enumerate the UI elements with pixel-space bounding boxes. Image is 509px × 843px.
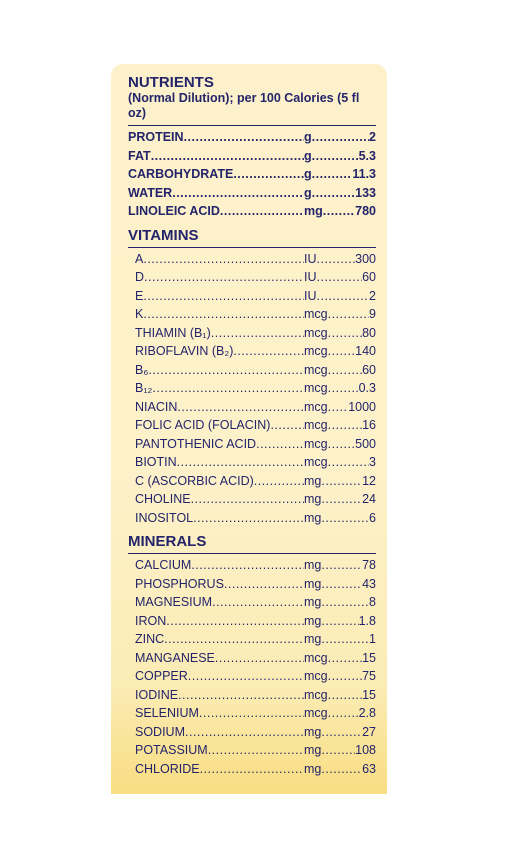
nutrition-facts bbox=[128, 72, 376, 778]
dot-leader bbox=[317, 287, 370, 306]
nutrient-unit: mg bbox=[304, 761, 322, 776]
nutrient-name: ZINC bbox=[135, 632, 165, 646]
nutrient-row bbox=[128, 361, 376, 380]
nutrient-value: 75 bbox=[362, 669, 376, 683]
nutrient-value: 1.8 bbox=[358, 613, 376, 628]
nutrient-unit: mcg bbox=[304, 687, 328, 702]
nutrient-value: 780 bbox=[355, 204, 376, 218]
nutrient-row bbox=[128, 490, 376, 509]
dot-leader bbox=[321, 760, 362, 779]
nutrient-unit: mg bbox=[304, 510, 322, 525]
nutrient-row bbox=[128, 575, 376, 594]
dot-leader bbox=[254, 472, 304, 491]
nutrient-unit: mcg bbox=[304, 344, 328, 358]
dot-leader bbox=[233, 165, 304, 184]
nutrient-row bbox=[128, 147, 376, 166]
dot-leader bbox=[177, 398, 304, 417]
nutrient-row bbox=[128, 398, 376, 417]
dot-leader bbox=[151, 147, 304, 166]
dot-leader bbox=[143, 305, 304, 324]
dot-leader bbox=[199, 704, 304, 723]
nutrient-name: PANTOTHENIC ACID bbox=[135, 436, 257, 451]
nutrient-name: CHOLINE bbox=[135, 492, 191, 506]
nutrient-row bbox=[128, 379, 376, 398]
dot-leader bbox=[152, 379, 304, 398]
nutrient-unit: mcg bbox=[304, 706, 328, 720]
nutrient-value: 27 bbox=[362, 724, 376, 739]
dot-leader bbox=[270, 416, 304, 435]
nutrient-name: C (ASCORBIC ACID) bbox=[135, 473, 254, 488]
dot-leader bbox=[321, 630, 369, 649]
nutrient-unit: mg bbox=[304, 204, 323, 218]
nutrient-name: IODINE bbox=[135, 687, 179, 702]
nutrient-unit: mcg bbox=[304, 381, 328, 395]
dot-leader bbox=[188, 667, 304, 686]
nutrient-value: 140 bbox=[355, 344, 376, 358]
nutrient-row bbox=[128, 453, 376, 472]
nutrient-value: 0.3 bbox=[358, 381, 376, 395]
dot-leader bbox=[211, 324, 304, 343]
nutrient-name: MAGNESIUM bbox=[135, 595, 213, 609]
nutrient-name: SELENIUM bbox=[135, 706, 199, 720]
nutrient-name: BIOTIN bbox=[135, 455, 177, 469]
minerals-list bbox=[128, 556, 376, 778]
dot-leader bbox=[328, 416, 362, 435]
dot-leader bbox=[328, 667, 362, 686]
nutrient-value: 1 bbox=[369, 632, 376, 646]
nutrient-name: CHLORIDE bbox=[135, 761, 200, 776]
dot-leader bbox=[328, 324, 362, 343]
nutrient-value: 11.3 bbox=[352, 167, 376, 181]
dot-leader bbox=[328, 342, 356, 361]
nutrient-value: 63 bbox=[362, 761, 376, 776]
dot-leader bbox=[312, 128, 369, 147]
nutrient-name: NIACIN bbox=[135, 399, 178, 414]
nutrient-value: 1000 bbox=[348, 399, 376, 414]
nutrient-row bbox=[128, 342, 376, 361]
dot-leader bbox=[321, 593, 369, 612]
nutrient-row bbox=[128, 184, 376, 203]
nutrient-value: 108 bbox=[355, 743, 376, 757]
nutrient-row bbox=[128, 686, 376, 705]
dot-leader bbox=[193, 509, 304, 528]
nutrient-name: CARBOHYDRATE bbox=[128, 167, 234, 181]
nutrient-value: 15 bbox=[362, 650, 376, 665]
nutrient-unit: IU bbox=[304, 288, 317, 303]
dot-leader bbox=[256, 435, 304, 454]
nutrients-subtitle: (Normal Dilution); per 100 Calories (5 fl oz) bbox=[128, 91, 360, 120]
dot-leader bbox=[220, 202, 304, 221]
nutrient-unit: mcg bbox=[304, 418, 328, 432]
nutrient-row bbox=[128, 435, 376, 454]
nutrient-unit: mg bbox=[304, 492, 322, 506]
dot-leader bbox=[328, 435, 356, 454]
nutrient-value: 8 bbox=[369, 595, 376, 609]
nutrient-row bbox=[128, 128, 376, 147]
nutrients-list bbox=[128, 128, 376, 221]
dot-leader bbox=[321, 741, 355, 760]
nutrient-unit: mcg bbox=[304, 362, 328, 377]
nutrient-row bbox=[128, 250, 376, 269]
dot-leader bbox=[178, 686, 304, 705]
dot-leader bbox=[208, 741, 304, 760]
nutrient-row bbox=[128, 165, 376, 184]
nutrient-name: B₆ bbox=[135, 362, 149, 377]
nutrient-value: 9 bbox=[369, 307, 376, 321]
nutrient-unit: mg bbox=[304, 595, 322, 609]
dot-leader bbox=[321, 575, 362, 594]
nutrient-row bbox=[128, 741, 376, 760]
nutrient-unit: mg bbox=[304, 724, 322, 739]
nutrient-row bbox=[128, 416, 376, 435]
nutrient-row bbox=[128, 472, 376, 491]
nutrient-name: A bbox=[135, 251, 144, 266]
nutrient-value: 300 bbox=[355, 251, 376, 266]
minerals-title: MINERALS bbox=[128, 533, 207, 550]
nutrient-name: PHOSPHORUS bbox=[135, 576, 224, 591]
dot-leader bbox=[143, 250, 304, 269]
nutrient-value: 2 bbox=[369, 288, 376, 303]
nutrient-name: INOSITOL bbox=[135, 510, 194, 525]
nutrient-row bbox=[128, 704, 376, 723]
nutrient-name: IRON bbox=[135, 613, 167, 628]
nutrient-row bbox=[128, 723, 376, 742]
nutrients-title: NUTRIENTS bbox=[128, 74, 214, 91]
dot-leader bbox=[323, 202, 355, 221]
vitamins-list bbox=[128, 250, 376, 528]
dot-leader bbox=[328, 649, 362, 668]
nutrient-unit: IU bbox=[304, 270, 317, 284]
nutrient-unit: mcg bbox=[304, 399, 328, 414]
nutrient-row bbox=[128, 324, 376, 343]
dot-leader bbox=[172, 184, 304, 203]
nutrient-name: MANGANESE bbox=[135, 650, 215, 665]
nutrient-unit: mcg bbox=[304, 325, 328, 340]
dot-leader bbox=[312, 184, 356, 203]
nutrient-unit: mg bbox=[304, 576, 322, 591]
dot-leader bbox=[212, 593, 304, 612]
nutrient-row bbox=[128, 509, 376, 528]
nutrient-row bbox=[128, 649, 376, 668]
dot-leader bbox=[224, 575, 304, 594]
dot-leader bbox=[321, 472, 362, 491]
dot-leader bbox=[328, 379, 359, 398]
nutrient-row bbox=[128, 305, 376, 324]
nutrient-name: SODIUM bbox=[135, 724, 185, 739]
nutrient-unit: mcg bbox=[304, 307, 328, 321]
dot-leader bbox=[328, 686, 362, 705]
nutrient-value: 60 bbox=[362, 270, 376, 284]
dot-leader bbox=[321, 509, 369, 528]
nutrient-unit: mg bbox=[304, 613, 322, 628]
nutrient-name: E bbox=[135, 288, 144, 303]
nutrient-name: CALCIUM bbox=[135, 558, 192, 572]
dot-leader bbox=[312, 165, 353, 184]
nutrient-value: 5.3 bbox=[358, 148, 376, 163]
nutrient-name: D bbox=[135, 270, 145, 284]
nutrient-row bbox=[128, 287, 376, 306]
dot-leader bbox=[328, 305, 369, 324]
dot-leader bbox=[185, 723, 304, 742]
nutrient-unit: mg bbox=[304, 632, 322, 646]
dot-leader bbox=[144, 268, 304, 287]
nutrient-row bbox=[128, 667, 376, 686]
dot-leader bbox=[321, 490, 362, 509]
dot-leader bbox=[191, 556, 304, 575]
nutrient-unit: mcg bbox=[304, 455, 328, 469]
nutrient-unit: mcg bbox=[304, 436, 328, 451]
nutrient-name: FOLIC ACID (FOLACIN) bbox=[135, 418, 271, 432]
dot-leader bbox=[200, 760, 304, 779]
section-divider bbox=[128, 553, 376, 554]
nutrient-value: 60 bbox=[362, 362, 376, 377]
dot-leader bbox=[177, 453, 304, 472]
dot-leader bbox=[317, 268, 363, 287]
dot-leader bbox=[328, 704, 359, 723]
nutrient-unit: mcg bbox=[304, 669, 328, 683]
nutrient-unit: mg bbox=[304, 558, 322, 572]
nutrient-value: 2 bbox=[369, 130, 376, 144]
nutrient-unit: mg bbox=[304, 473, 322, 488]
nutrient-value: 43 bbox=[362, 576, 376, 591]
nutrient-name: B₁₂ bbox=[135, 381, 153, 395]
nutrient-name: PROTEIN bbox=[128, 130, 184, 144]
nutrient-row bbox=[128, 202, 376, 221]
nutrient-value: 24 bbox=[362, 492, 376, 506]
nutrient-value: 15 bbox=[362, 687, 376, 702]
nutrient-value: 2.8 bbox=[358, 706, 376, 720]
nutrient-value: 80 bbox=[362, 325, 376, 340]
dot-leader bbox=[148, 361, 304, 380]
dot-leader bbox=[164, 630, 304, 649]
nutrient-name: LINOLEIC ACID bbox=[128, 204, 220, 218]
dot-leader bbox=[321, 723, 362, 742]
nutrient-value: 133 bbox=[355, 185, 376, 200]
nutrient-row bbox=[128, 630, 376, 649]
dot-leader bbox=[328, 453, 369, 472]
dot-leader bbox=[143, 287, 304, 306]
nutrient-value: 12 bbox=[362, 473, 376, 488]
dot-leader bbox=[321, 612, 358, 631]
nutrient-row bbox=[128, 268, 376, 287]
nutrient-row bbox=[128, 556, 376, 575]
dot-leader bbox=[317, 250, 356, 269]
nutrient-unit: g bbox=[304, 148, 312, 163]
dot-leader bbox=[191, 490, 304, 509]
nutrient-value: 6 bbox=[369, 510, 376, 525]
nutrient-name: K bbox=[135, 307, 144, 321]
dot-leader bbox=[321, 556, 362, 575]
nutrient-name: FAT bbox=[128, 148, 151, 163]
vitamins-title: VITAMINS bbox=[128, 226, 199, 244]
nutrient-unit: mcg bbox=[304, 650, 328, 665]
dot-leader bbox=[328, 398, 349, 417]
nutrient-value: 3 bbox=[369, 455, 376, 469]
nutrient-unit: mg bbox=[304, 743, 322, 757]
nutrient-row bbox=[128, 612, 376, 631]
nutrient-unit: IU bbox=[304, 251, 317, 266]
dot-leader bbox=[166, 612, 304, 631]
nutrient-row bbox=[128, 760, 376, 779]
nutrient-name: THIAMIN (B₁) bbox=[135, 325, 211, 340]
dot-leader bbox=[233, 342, 304, 361]
nutrient-unit: g bbox=[304, 185, 312, 200]
dot-leader bbox=[328, 361, 362, 380]
nutrient-name: COPPER bbox=[135, 669, 188, 683]
nutrient-value: 16 bbox=[362, 418, 376, 432]
nutrient-value: 500 bbox=[355, 436, 376, 451]
nutrient-name: RIBOFLAVIN (B₂) bbox=[135, 344, 234, 358]
nutrient-unit: g bbox=[304, 130, 312, 144]
dot-leader bbox=[184, 128, 304, 147]
nutrient-value: 78 bbox=[362, 558, 376, 572]
dot-leader bbox=[215, 649, 304, 668]
nutrient-unit: g bbox=[304, 167, 312, 181]
nutrient-name: WATER bbox=[128, 185, 173, 200]
section-divider bbox=[128, 247, 376, 248]
dot-leader bbox=[312, 147, 359, 166]
nutrient-name: POTASSIUM bbox=[135, 743, 208, 757]
nutrient-row bbox=[128, 593, 376, 612]
section-divider bbox=[128, 125, 376, 126]
